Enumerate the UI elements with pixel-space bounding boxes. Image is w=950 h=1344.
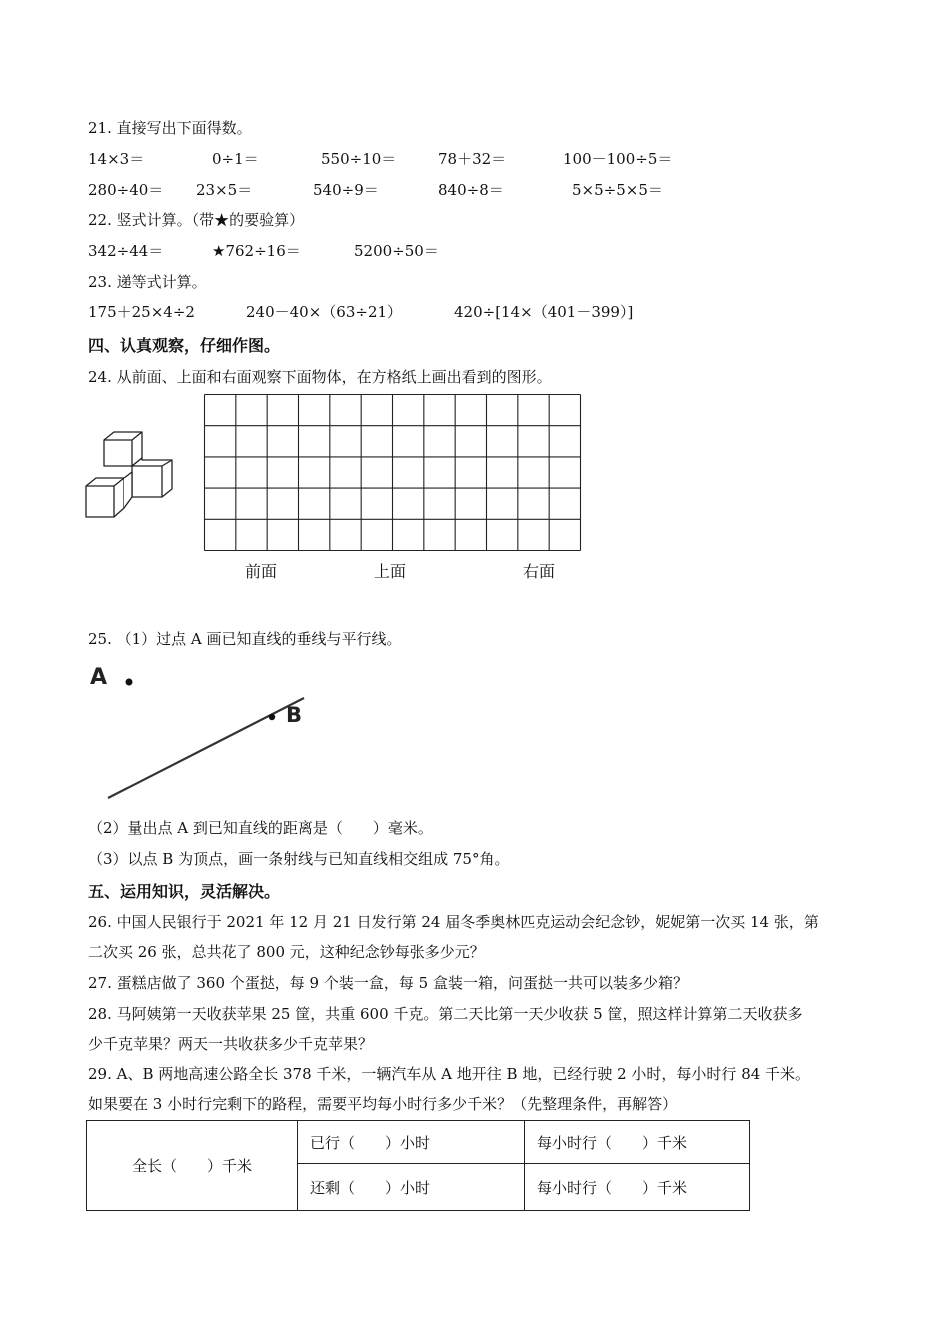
q28-line: 少千克苹果？两天一共收获多少千克苹果？ [88, 1035, 374, 1053]
q21-item: 540÷9＝ [313, 181, 379, 199]
q21-title: 21. 直接写出下面得数。 [88, 119, 252, 137]
cell-traveled-speed[interactable]: 每小时行（ ）千米 [525, 1121, 750, 1164]
q22-item: ★762÷16＝ [212, 242, 301, 260]
q22-title: 22. 竖式计算。（带★的要验算） [88, 211, 305, 229]
q22-item: 5200÷50＝ [354, 242, 439, 260]
q23-title: 23. 递等式计算。 [88, 273, 207, 291]
q21-item: 5×5÷5×5＝ [572, 181, 663, 199]
q21-item: 23×5＝ [196, 181, 253, 199]
q26-line: 26. 中国人民银行于 2021 年 12 月 21 日发行第 24 届冬季奥林匹克运动会纪念钞，妮妮第一次买 14 张，第 [88, 913, 819, 931]
section-heading: 五、运用知识，灵活解决。 [88, 882, 281, 901]
cube-front [86, 478, 124, 517]
q21-item: 840÷8＝ [438, 181, 504, 199]
q21-item: 550÷10＝ [321, 150, 397, 168]
cell-traveled-time[interactable]: 已行（ ）小时 [298, 1121, 525, 1164]
grid-label-front: 前面 [245, 562, 278, 581]
grid-label-right: 右面 [523, 562, 556, 581]
grid-label-top: 上面 [374, 562, 407, 581]
q23-item: 420÷[14×（401－399）] [454, 303, 634, 321]
cell-remaining-time[interactable]: 还剩（ ）小时 [298, 1164, 525, 1211]
point-a [126, 679, 133, 686]
q21-item: 78＋32＝ [438, 150, 507, 168]
cube-stack-figure [84, 426, 178, 522]
point-b-label: B [286, 703, 303, 727]
q27-line: 27. 蛋糕店做了 360 个蛋挞，每 9 个装一盒，每 5 盒装一箱，问蛋挞一共可以装多少箱？ [88, 974, 688, 992]
q23-item: 175＋25×4÷2 [88, 303, 195, 321]
condition-table [86, 1120, 750, 1211]
q24-title: 24. 从前面、上面和右面观察下面物体，在方格纸上画出看到的图形。 [88, 368, 552, 386]
given-line [108, 698, 304, 798]
point-b [269, 714, 275, 720]
q25-part1: 25. （1）过点 A 画已知直线的垂线与平行线。 [88, 630, 402, 648]
q21-item: 0÷1＝ [212, 150, 259, 168]
q29-line: 29. A、B 两地高速公路全长 378 千米，一辆汽车从 A 地开往 B 地，已经行驶 2 小时，每小时行 84 千米。 [88, 1065, 811, 1083]
line-figure[interactable] [86, 660, 316, 802]
section-heading: 四、认真观察，仔细作图。 [88, 336, 281, 355]
q25-part3: （3）以点 B 为顶点，画一条射线与已知直线相交组成 75°角。 [88, 850, 510, 868]
grid-paper[interactable] [203, 393, 583, 553]
q25-part2: （2）量出点 A 到已知直线的距离是（ ）毫米。 [88, 819, 433, 837]
cell-total[interactable]: 全长（ ）千米 [87, 1121, 298, 1211]
q21-item: 14×3＝ [88, 150, 145, 168]
q21-item: 100－100÷5＝ [563, 150, 673, 168]
q21-item: 280÷40＝ [88, 181, 164, 199]
q29-line: 如果要在 3 小时行完剩下的路程，需要平均每小时行多少千米？（先整理条件，再解答） [88, 1095, 678, 1113]
q22-item: 342÷44＝ [88, 242, 164, 260]
q28-line: 28. 马阿姨第一天收获苹果 25 筐，共重 600 千克。第二天比第一天少收获 5 筐，照这样计算第二天收获多 [88, 1005, 803, 1023]
q23-item: 240－40×（63÷21） [246, 303, 403, 321]
cell-remaining-speed[interactable]: 每小时行（ ）千米 [525, 1164, 750, 1211]
point-a-label: A [90, 665, 108, 690]
q26-line: 二次买 26 张，总共花了 800 元，这种纪念钞每张多少元？ [88, 943, 485, 961]
